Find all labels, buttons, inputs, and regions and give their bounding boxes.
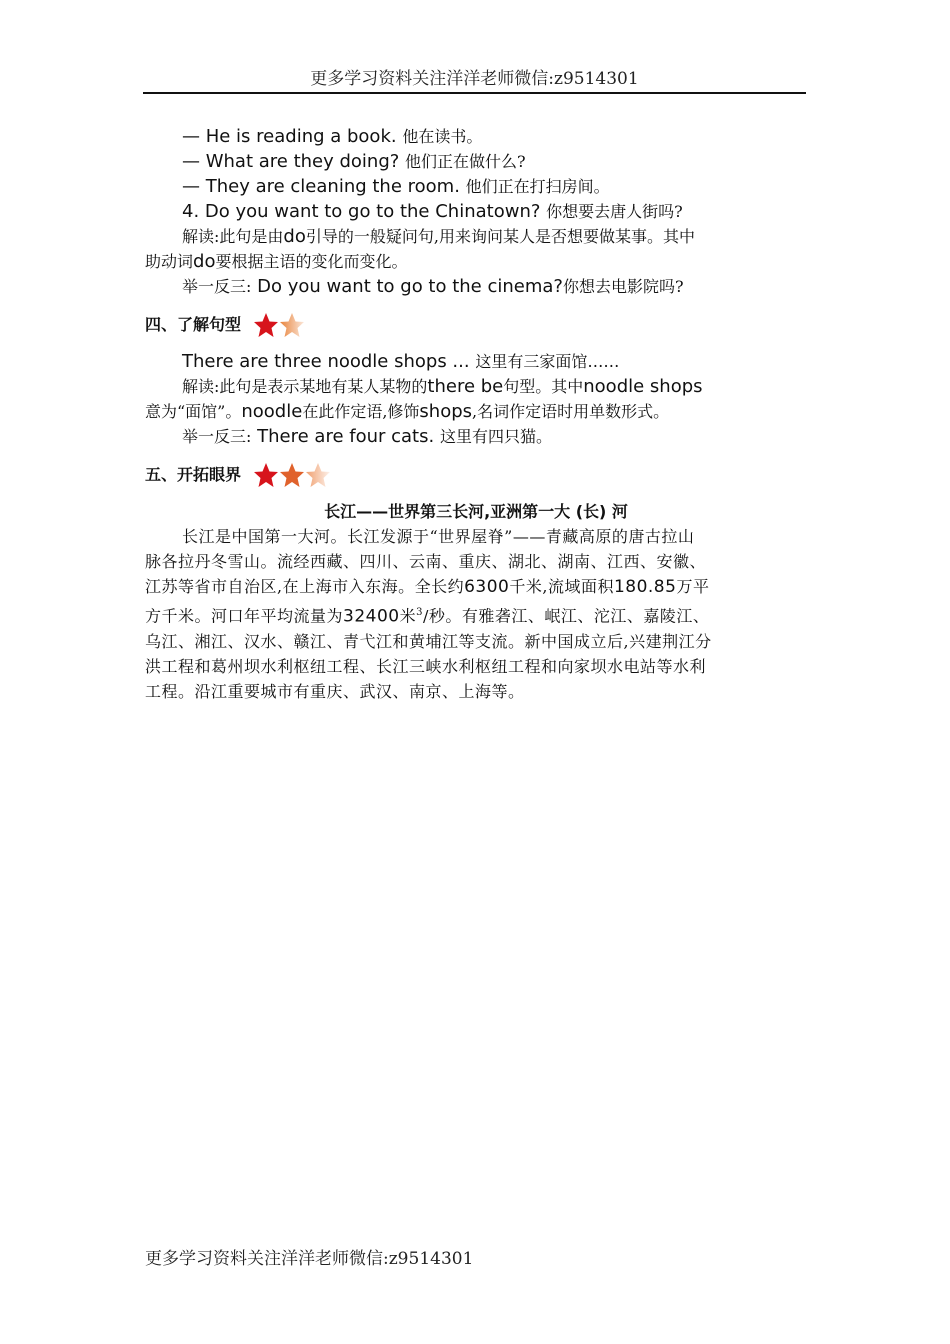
text: 举一反三: [182,427,252,446]
text: 千米,流域面积 [509,577,614,596]
text: 引导的一般疑问句,用来询问某人是否想要做某事。其中 [305,227,695,246]
sentence-pattern [145,349,807,374]
item-4-example [145,274,807,299]
item-4-explain-1 [145,224,807,249]
section-4-example [145,424,807,449]
text: noodle shops [583,376,703,397]
text: 洪工程和葛州坝水利枢纽工程、长江三峡水利枢纽工程和向家坝水电站等水利 [145,657,707,677]
text: shops [419,401,473,422]
item-4-en: 4. Do you want to go to the Chinatown? [182,201,541,222]
text: do [283,226,306,247]
dialogue-zh: 他在读书。 [402,127,483,146]
text: 3 [416,607,423,618]
star-icon [279,462,305,488]
star-icon [253,462,279,488]
text: do [193,251,216,272]
dialogue-en: — They are cleaning the room. [182,176,460,197]
dialogue-en: — What are they doing? [182,151,400,172]
section-4-title: 四、了解句型 [145,315,242,334]
article-title: 长江——世界第三长河,亚洲第一大 (长) 河 [324,502,628,521]
text: noodle [241,401,303,422]
text: 意为“面馆”。 [145,402,242,421]
star-half-icon [279,312,305,338]
text: 长江是中国第一大河。长江发源于“世界屋脊”——青藏高原的唐古拉山 [182,527,695,546]
text: 万平 [676,577,710,596]
text: 工程。沿江重要城市有重庆、武汉、南京、上海等。 [145,682,525,702]
page-header: 更多学习资料关注洋洋老师微信:z9514301 [143,66,806,94]
text: 助动词 [145,252,194,271]
text: 要根据主语的变化而变化。 [215,252,408,271]
star-half-icon [305,462,331,488]
text: 在此作定语,修饰 [302,402,420,421]
dialogue-zh: 他们正在打扫房间。 [465,177,610,196]
text: 6300 [464,577,510,597]
rating-stars [253,462,331,488]
dialogue-line-2 [145,149,807,174]
text: ,名词作定语时用单数形式。 [472,402,670,421]
section-5-heading [145,461,807,489]
text: 32400 [343,606,400,627]
page-footer: 更多学习资料关注洋洋老师微信:z9514301 [145,1249,474,1269]
section-4-heading [145,311,807,339]
text: 这里有三家面馆…… [475,352,620,371]
text: 解读:此句是由 [182,227,284,246]
text: there be [427,376,504,397]
dialogue-line-1 [145,124,807,149]
article-body [145,524,807,704]
text: 解读:此句是表示某地有某人某物的 [182,377,428,396]
dialogue-zh: 他们正在做什么? [405,152,526,171]
page-content [145,124,807,704]
text: /秒。有雅砻江、岷江、沱江、嘉陵江、 [423,606,710,626]
item-4-heading [145,199,807,224]
section-5-title: 五、开拓眼界 [145,465,242,484]
text: There are four cats. [257,426,435,447]
item-4-explain-2 [145,249,807,274]
section-4-explain-1 [145,374,807,399]
text: Do you want to go to the cinema? [257,276,563,297]
text: 乌江、湘江、汉水、赣江、青弋江和黄埔江等支流。新中国成立后,兴建荆江分 [145,632,712,652]
dialogue-en: — He is reading a book. [182,126,397,147]
text: 举一反三: [182,277,252,296]
text: 脉各拉丹冬雪山。流经西藏、四川、云南、重庆、湖北、湖南、江西、安徽、 [145,552,707,571]
text: 你想去电影院吗? [562,277,684,296]
text: 这里有四只猫。 [439,427,552,446]
text: There are three noodle shops ... [182,351,470,372]
text: 米 [399,606,417,626]
section-4-explain-2 [145,399,807,424]
rating-stars [253,312,305,338]
item-4-zh: 你想要去唐人街吗? [546,202,683,221]
star-icon [253,312,279,338]
text: 句型。其中 [503,377,584,396]
text: 方千米。河口年平均流量为 [145,606,344,626]
dialogue-line-3 [145,174,807,199]
text: 180.85 [613,577,677,597]
text: 江苏等省市自治区,在上海市入东海。全长约 [145,577,465,596]
